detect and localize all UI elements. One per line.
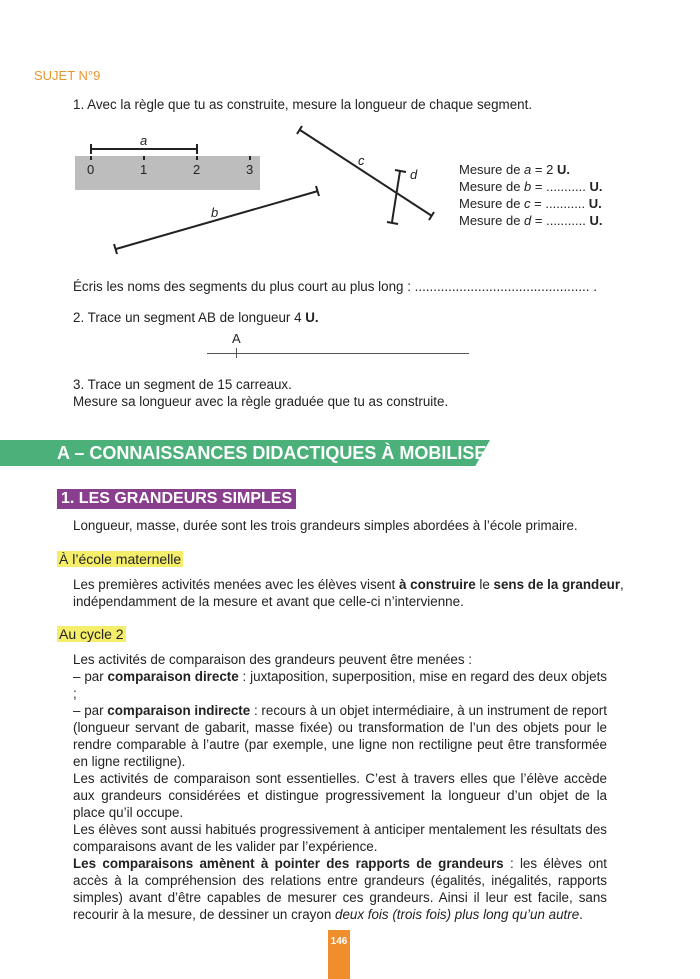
segments-figure [0,0,700,270]
question-2: 2. Trace un segment AB de longueur 4 U. [73,310,319,325]
measure-c: Mesure de c = ........... U. [459,196,602,211]
question-1: 1. Avec la règle que tu as construite, mesure la longueur de chaque segment. [73,97,533,112]
svg-text:2: 2 [193,162,201,177]
order-question: Écris les noms des segments du plus court au plus long : ............................................... . [73,279,597,294]
measure-d: Mesure de d = ........... U. [459,213,603,228]
measures-list [459,161,602,229]
question-3: 3. Trace un segment de 15 carreaux. Mesure sa longueur avec la règle graduée que tu as construite. [73,377,449,409]
label-d: d [410,167,418,182]
ruler [75,156,260,190]
cycle2-text: Les activités de comparaison des grandeurs peuvent être menées : – par comparaison directe : juxtaposition, superposition, mise en regard des deux objets ; – par comparaison indirecte : recours à un objet intermédiaire, à un instrument de report (longueur servant de gabarit, masse fixée) ou transformation de l’un des objets pour le rendre comparable à l’autre (par exemple, une ligne non rectiligne peut être transformée en ligne rectiligne). Les activités de comparaison sont essentielles. C’est à travers elles que l’élève accède aux grandeurs considérées et distingue progressivement la longueur d’un objet de la place qu’il occupe. Les élèves sont aussi habitués progressivement à anticiper mentalement les résultats des comparaisons avant de les valider par l’expérience. Les comparaisons amènent à pointer des rapports de grandeurs : les élèves ont accès à la compréhension des relations entre grandeurs (égalités, inégalités, rapports simples) avant d’être capables de mesurer ces grandeurs. Ainsi il leur est facile, sans recourir à la mesure, de dessiner un crayon deux fois (trois fois) plus long qu’un autre. [73,652,608,922]
segment-b [116,191,318,249]
page-number: 146 [328,930,350,979]
measure-b: Mesure de b = ........... U. [459,179,603,194]
label-a: a [140,133,148,148]
point-a-tick [236,348,237,358]
svg-text:0: 0 [87,162,95,177]
trace-line [207,353,469,354]
intro-text: Longueur, masse, durée sont les trois grandeurs simples abordées à l’école primaire. [73,518,578,533]
segment-d [392,171,400,222]
maternelle-text: Les premières activités menées avec les élèves visent à construire le sens de la grandeur, indépendamment de la mesure et avant que celle-ci n’intervienne. [73,577,624,609]
label-b: b [211,205,219,220]
label-c: c [358,153,365,168]
exercise-title: SUJET N°9 [34,68,101,83]
svg-text:3: 3 [246,162,254,177]
point-a-label: A [232,331,241,346]
heading-maternelle: À l’école maternelle [59,551,182,567]
heading-cycle2: Au cycle 2 [59,626,124,642]
section-title: A – CONNAISSANCES DIDACTIQUES À MOBILISER [57,443,500,463]
svg-text:1: 1 [140,162,148,177]
subsection-title: 1. LES GRANDEURS SIMPLES [57,489,296,509]
measure-a: Mesure de a = 2 U. [459,162,570,177]
